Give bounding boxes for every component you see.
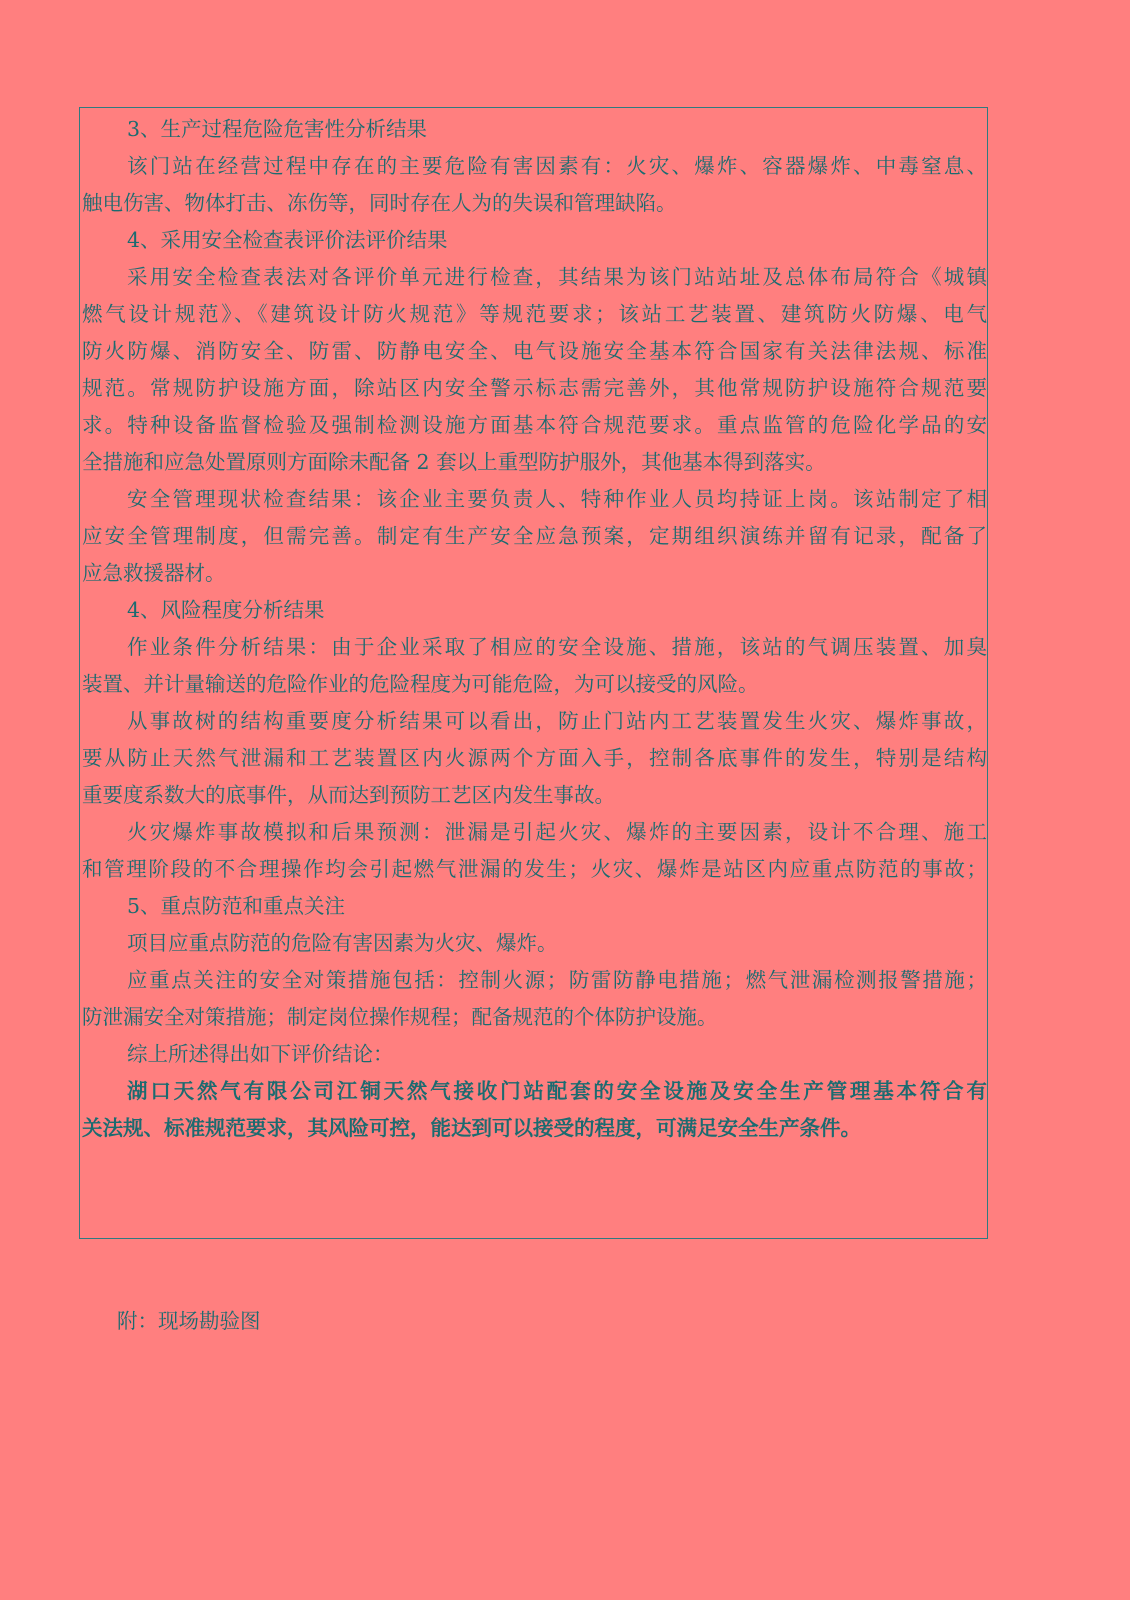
paragraph-line: 全措施和应急处置原则方面除未配备 2 套以上重型防护服外，其他基本得到落实。	[82, 450, 826, 474]
paragraph-line: 作业条件分析结果：由于企业采取了相应的安全设施、措施，该站的气调压装置、加臭	[127, 635, 987, 659]
paragraph-line: 应安全管理制度，但需完善。制定有生产安全应急预案，定期组织演练并留有记录，配备了	[82, 524, 987, 548]
paragraph-line: 从事故树的结构重要度分析结果可以看出，防止门站内工艺装置发生火灾、爆炸事故，	[127, 709, 987, 733]
paragraph-line: 触电伤害、物体打击、冻伤等，同时存在人为的失误和管理缺陷。	[82, 191, 677, 215]
paragraph-line: 火灾爆炸事故模拟和后果预测：泄漏是引起火灾、爆炸的主要因素，设计不合理、施工	[127, 820, 987, 844]
paragraph-line: 安全管理现状检查结果：该企业主要负责人、特种作业人员均持证上岗。该站制定了相	[127, 487, 987, 511]
paragraph-line: 重要度系数大的底事件，从而达到预防工艺区内发生事故。	[82, 783, 615, 807]
attachment-label: 附：现场勘验图	[117, 1309, 261, 1333]
heading-hazard-analysis: 3、生产过程危险危害性分析结果	[127, 117, 428, 141]
paragraph-line: 求。特种设备监督检验及强制检测设施方面基本符合规范要求。重点监管的危险化学品的安	[82, 413, 987, 437]
conclusion-statement-line: 关法规、标准规范要求，其风险可控，能达到可以接受的程度，可满足安全生产条件。	[82, 1116, 861, 1140]
conclusion-text-block	[82, 111, 987, 1147]
heading-key-prevention: 5、重点防范和重点关注	[127, 894, 346, 918]
paragraph-line: 防火防爆、消防安全、防雷、防静电安全、电气设施安全基本符合国家有关法律法规、标准	[82, 339, 987, 363]
paragraph-line: 应急救援器材。	[82, 561, 226, 585]
conclusion-statement-line: 湖口天然气有限公司江铜天然气接收门站配套的安全设施及安全生产管理基本符合有	[127, 1079, 987, 1103]
paragraph-line: 要从防止天然气泄漏和工艺装置区内火源两个方面入手，控制各底事件的发生，特别是结构	[82, 746, 987, 770]
paragraph-line: 采用安全检查表法对各评价单元进行检查，其结果为该门站站址及总体布局符合《城镇	[127, 265, 987, 289]
paragraph-line: 规范。常规防护设施方面，除站区内安全警示标志需完善外，其他常规防护设施符合规范要	[82, 376, 987, 400]
paragraph-line: 防泄漏安全对策措施；制定岗位操作规程；配备规范的个体防护设施。	[82, 1005, 718, 1029]
paragraph-line: 装置、并计量输送的危险作业的危险程度为可能危险，为可以接受的风险。	[82, 672, 759, 696]
paragraph-line: 燃气设计规范》、《建筑设计防火规范》等规范要求；该站工艺装置、建筑防火防爆、电气	[82, 302, 987, 326]
paragraph-line: 综上所述得出如下评价结论：	[127, 1042, 394, 1066]
paragraph-line: 和管理阶段的不合理操作均会引起燃气泄漏的发生；火灾、爆炸是站区内应重点防范的事故；	[82, 857, 987, 881]
heading-checklist-result: 4、采用安全检查表评价法评价结果	[127, 228, 448, 252]
heading-risk-analysis: 4、风险程度分析结果	[127, 598, 325, 622]
paragraph-line: 该门站在经营过程中存在的主要危险有害因素有：火灾、爆炸、容器爆炸、中毒窒息、	[127, 154, 987, 178]
conclusion-table-cell	[79, 107, 988, 1239]
paragraph-line: 应重点关注的安全对策措施包括：控制火源；防雷防静电措施；燃气泄漏检测报警措施；	[127, 968, 987, 992]
paragraph-line: 项目应重点防范的危险有害因素为火灾、爆炸。	[127, 931, 558, 955]
